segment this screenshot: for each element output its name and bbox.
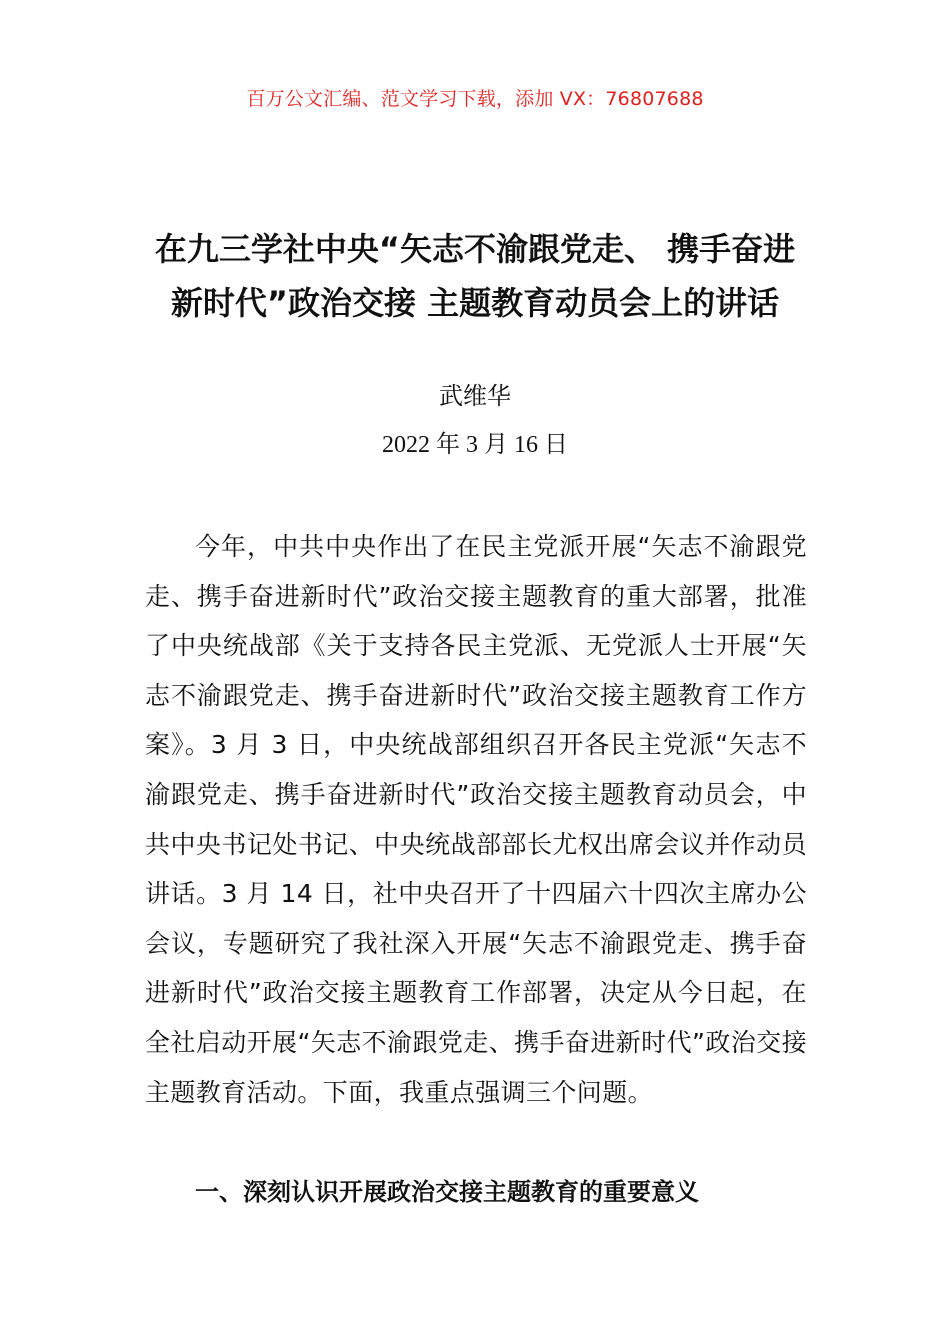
document-author: 武维华 [439,382,511,410]
document-date: 2022 年 3 月 16 日 [382,432,568,458]
body-paragraph: 今年，中共中央作出了在民主党派开展“矢志不渝跟党走、携手奋进新时代”政治交接主题教育的重大部署，批准了中央统战部《关于支持各民主党派、无党派人士开展“矢志不渝跟党走、携手奋进新时代”政治交接主题教育工作方案》。3 月 3 日，中央统战部组织召开各民主党派“矢志不渝跟党走、携手奋进新时代”政治交接主题教育动员会，中共中央书记处书记、中央统战部部长尤权出席会议并作动员讲话。3 月 14 日，社中央召开了十四届六十四次主席办公会议，专题研究了我社深入开展“矢志不渝跟党走、携手奋进新时代”政治交接主题教育工作部署，决定从今日起，在全社启动开展“矢志不渝跟党走、携手奋进新时代”政治交接主题教育活动。下面，我重点强调三个问题。 [145,532,807,1107]
document-title: 在九三学社中央“矢志不渝跟党走、 携手奋进新时代”政治交接 主题教育动员会上的讲话 [154,230,796,322]
download-watermark-note: 百万公文汇编、范文学习下载，添加 VX：76807688 [246,88,704,110]
section-heading: 一、深刻认识开展政治交接主题教育的重要意义 [195,1178,699,1206]
